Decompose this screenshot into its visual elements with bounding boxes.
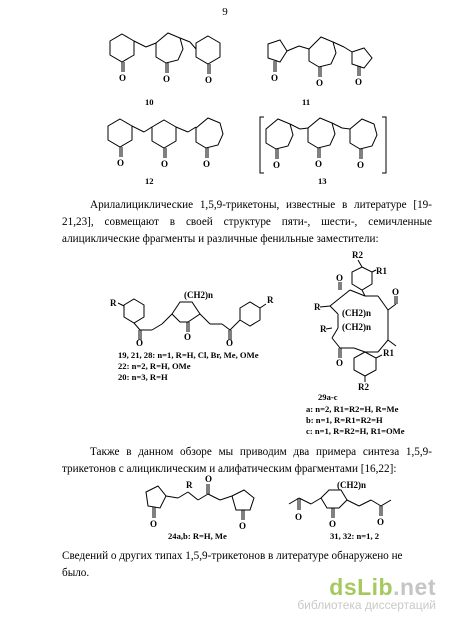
structure-13 [258, 115, 388, 181]
structure-24 [140, 474, 280, 534]
svg-text:O: O [357, 160, 365, 170]
watermark [297, 574, 436, 612]
svg-text:O: O [355, 77, 363, 87]
label-11: 11 [302, 97, 311, 107]
caption-aryl-series: 19, 21, 28: n=1, R=H, Cl, Br, Me, OMe 22: n=2, R=H, OMe 20: n=3, R=H [118, 350, 259, 382]
page-number: 9 [222, 6, 228, 18]
svg-text:O: O [150, 519, 158, 529]
svg-text:O: O [329, 519, 337, 529]
label-13: 13 [318, 176, 327, 186]
structure-10 [108, 30, 228, 96]
label-10: 10 [145, 97, 154, 107]
svg-text:O: O [315, 159, 323, 169]
svg-text:O: O [184, 332, 192, 342]
svg-text:R: R [320, 324, 327, 334]
svg-text:O: O [203, 159, 211, 169]
svg-text:R: R [314, 302, 321, 312]
label-31: 31, 32: n=1, 2 [330, 531, 380, 541]
svg-text:O: O [392, 287, 400, 297]
label-24: 24a,b: R=H, Me [168, 531, 227, 541]
structure-29 [310, 250, 420, 390]
svg-text:R2: R2 [358, 382, 369, 392]
svg-text:(CH2)n: (CH2)n [342, 322, 371, 332]
atom-R-left: R [110, 298, 117, 308]
group-ch2n: (CH2)n [337, 480, 366, 490]
svg-text:R2: R2 [352, 250, 363, 260]
svg-text:O: O [205, 75, 213, 85]
structure-31 [285, 478, 405, 534]
svg-text:O: O [295, 512, 303, 522]
svg-text:O: O [377, 517, 385, 527]
caption-29-variants: a: n=2, R1=R2=H, R=Me b: n=1, R=R1=R2=H c: n=1, R=R2=H, R1=OMe [306, 404, 405, 436]
paragraph-3: Сведений о других типах 1,5,9-трикетонов в литературе обнаружено не было. [62, 550, 403, 580]
svg-text:O: O [163, 74, 171, 84]
svg-text:O: O [117, 158, 125, 168]
label-29: 29a-c [318, 392, 338, 402]
svg-text:O: O [316, 78, 324, 88]
svg-text:R1: R1 [376, 266, 387, 276]
label-12: 12 [145, 176, 154, 186]
svg-text:O: O [273, 160, 281, 170]
svg-text:O: O [336, 273, 344, 283]
watermark-logo: dsLib.net [329, 574, 436, 600]
group-ch2n: (CH2)n [184, 290, 213, 300]
svg-text:(CH2)n: (CH2)n [342, 308, 371, 318]
svg-text:O: O [161, 159, 169, 169]
svg-text:O: O [136, 338, 144, 348]
svg-text:O: O [271, 73, 279, 83]
atom-R-right: R [267, 295, 274, 305]
paragraph-1: Арилалициклические 1,5,9-трикетоны, известные в литературе [19-21,23], совмещают в своей структуре пяти-, шести-, семичленные алициклические фрагменты и различные фенильные заместители: [62, 199, 432, 246]
structure-aryl-triketone [110, 284, 280, 346]
watermark-subtitle: библиотека диссертаций [297, 598, 436, 612]
atom-R: R [186, 480, 193, 490]
structure-12 [106, 115, 236, 181]
paragraph-2: Также в данном обзоре мы приводим два примера синтеза 1,5,9-трикетонов с алициклическим и алифатическим фрагментами [16,22]: [62, 446, 432, 476]
svg-text:O: O [205, 474, 213, 484]
structure-11 [262, 34, 382, 98]
svg-text:O: O [119, 73, 127, 83]
svg-text:O: O [336, 358, 344, 368]
svg-text:O: O [239, 521, 247, 531]
svg-text:R1: R1 [383, 348, 394, 358]
svg-text:O: O [226, 338, 234, 348]
